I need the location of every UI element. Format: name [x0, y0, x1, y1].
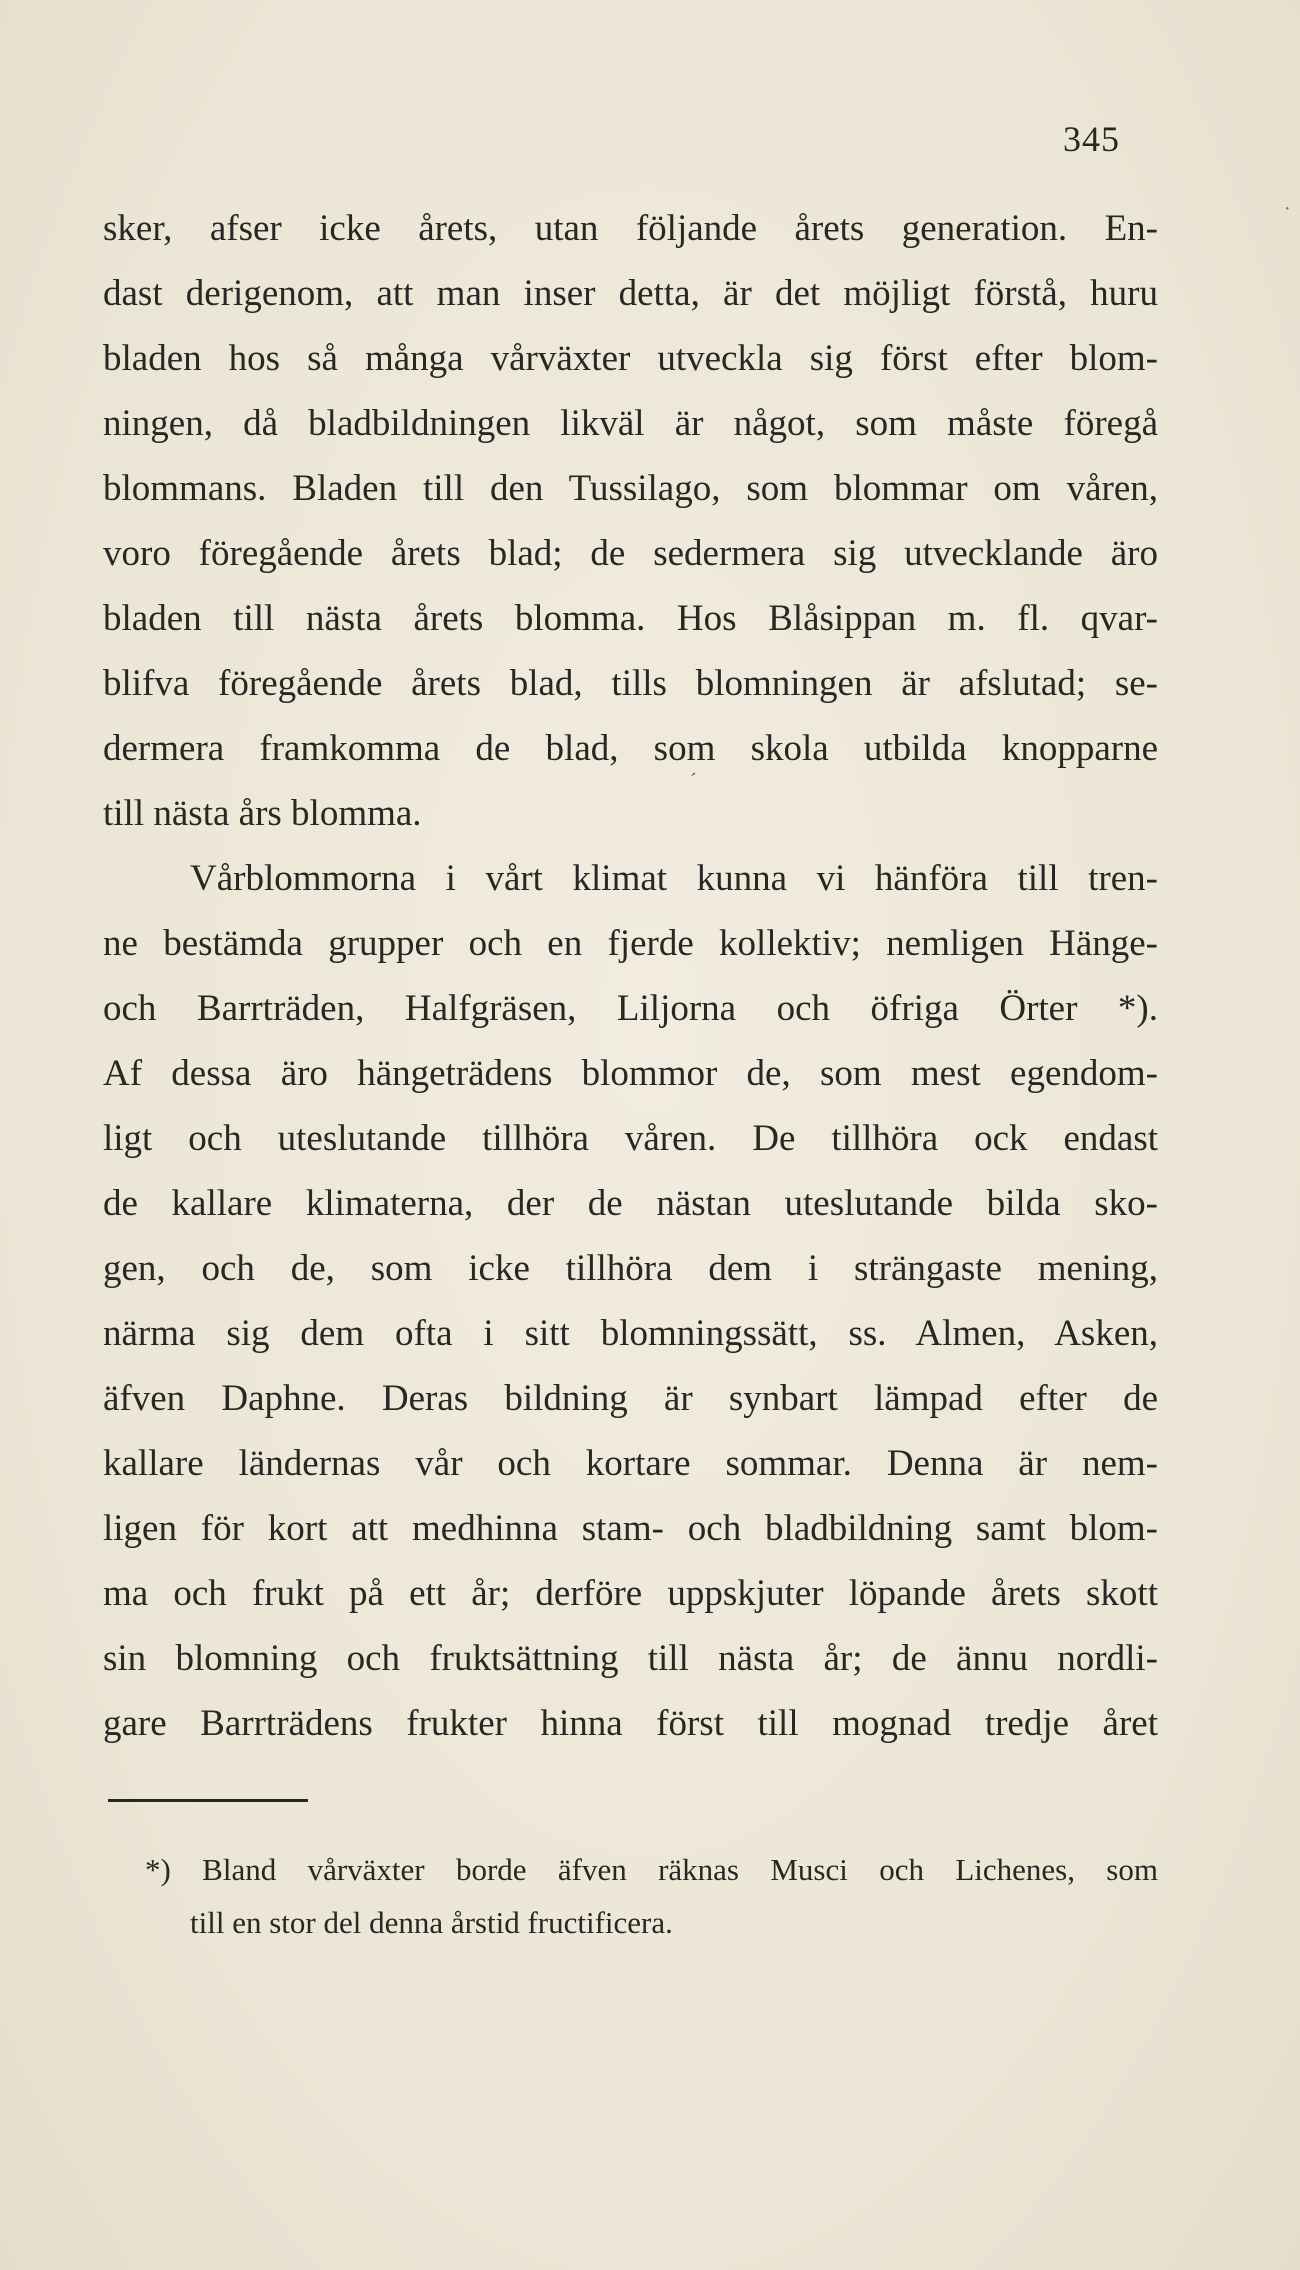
text-line: bladen hos så många vårväxter utveckla sig först efter blom- [103, 338, 1158, 379]
text-line: sker, afser icke årets, utan följande årets generation. En- [103, 208, 1158, 249]
text-line: ma och frukt på ett år; derföre uppskjuter löpande årets skott [103, 1573, 1158, 1614]
footnote-line: *) Bland vårväxter borde äfven räknas Musci och Lichenes, som [145, 1852, 1158, 1887]
text-line: Af dessa äro hängeträdens blommor de, som mest egendom- [103, 1053, 1158, 1094]
body-text [103, 196, 1158, 1756]
print-speck: ´ [690, 770, 697, 792]
footnote-line: till en stor del denna årstid fructificera. [190, 1905, 673, 1940]
footnotes [145, 1843, 1158, 1949]
text-line: äfven Daphne. Deras bildning är synbart lämpad efter de [103, 1378, 1158, 1419]
text-line: ligt och uteslutande tillhöra våren. De tillhöra ock endast [103, 1118, 1158, 1159]
text-line: sin blomning och fruktsättning till nästa år; de ännu nordli- [103, 1638, 1158, 1679]
text-line: ningen, då bladbildningen likväl är något, som måste föregå [103, 403, 1158, 444]
text-line: ne bestämda grupper och en fjerde kollektiv; nemligen Hänge- [103, 923, 1158, 964]
print-speck: · [1284, 198, 1291, 220]
text-line: bladen till nästa årets blomma. Hos Blåsippan m. fl. qvar- [103, 598, 1158, 639]
text-line: Vårblommorna i vårt klimat kunna vi hänföra till tren- [190, 858, 1158, 899]
text-line: närma sig dem ofta i sitt blomningssätt, ss. Almen, Asken, [103, 1313, 1158, 1354]
text-line: blifva föregående årets blad, tills blomningen är afslutad; se- [103, 663, 1158, 704]
text-line: kallare ländernas vår och kortare sommar. Denna är nem- [103, 1443, 1158, 1484]
text-line: voro föregående årets blad; de sedermera sig utvecklande äro [103, 533, 1158, 574]
page-number: 345 [1063, 119, 1120, 159]
text-line: ligen för kort att medhinna stam- och bladbildning samt blom- [103, 1508, 1158, 1549]
text-line: blommans. Bladen till den Tussilago, som blommar om våren, [103, 468, 1158, 509]
text-line: dast derigenom, att man inser detta, är det möjligt förstå, huru [103, 273, 1158, 314]
footnote-divider [108, 1799, 308, 1802]
text-line: gare Barrträdens frukter hinna först till mognad tredje året [103, 1703, 1158, 1744]
text-line: till nästa års blomma. [103, 793, 422, 834]
text-line: gen, och de, som icke tillhöra dem i strängaste mening, [103, 1248, 1158, 1289]
text-line: dermera framkomma de blad, som skola utbilda knopparne [103, 728, 1158, 769]
text-line: de kallare klimaterna, der de nästan uteslutande bilda sko- [103, 1183, 1158, 1224]
text-line: och Barrträden, Halfgräsen, Liljorna och öfriga Örter *). [103, 988, 1158, 1029]
